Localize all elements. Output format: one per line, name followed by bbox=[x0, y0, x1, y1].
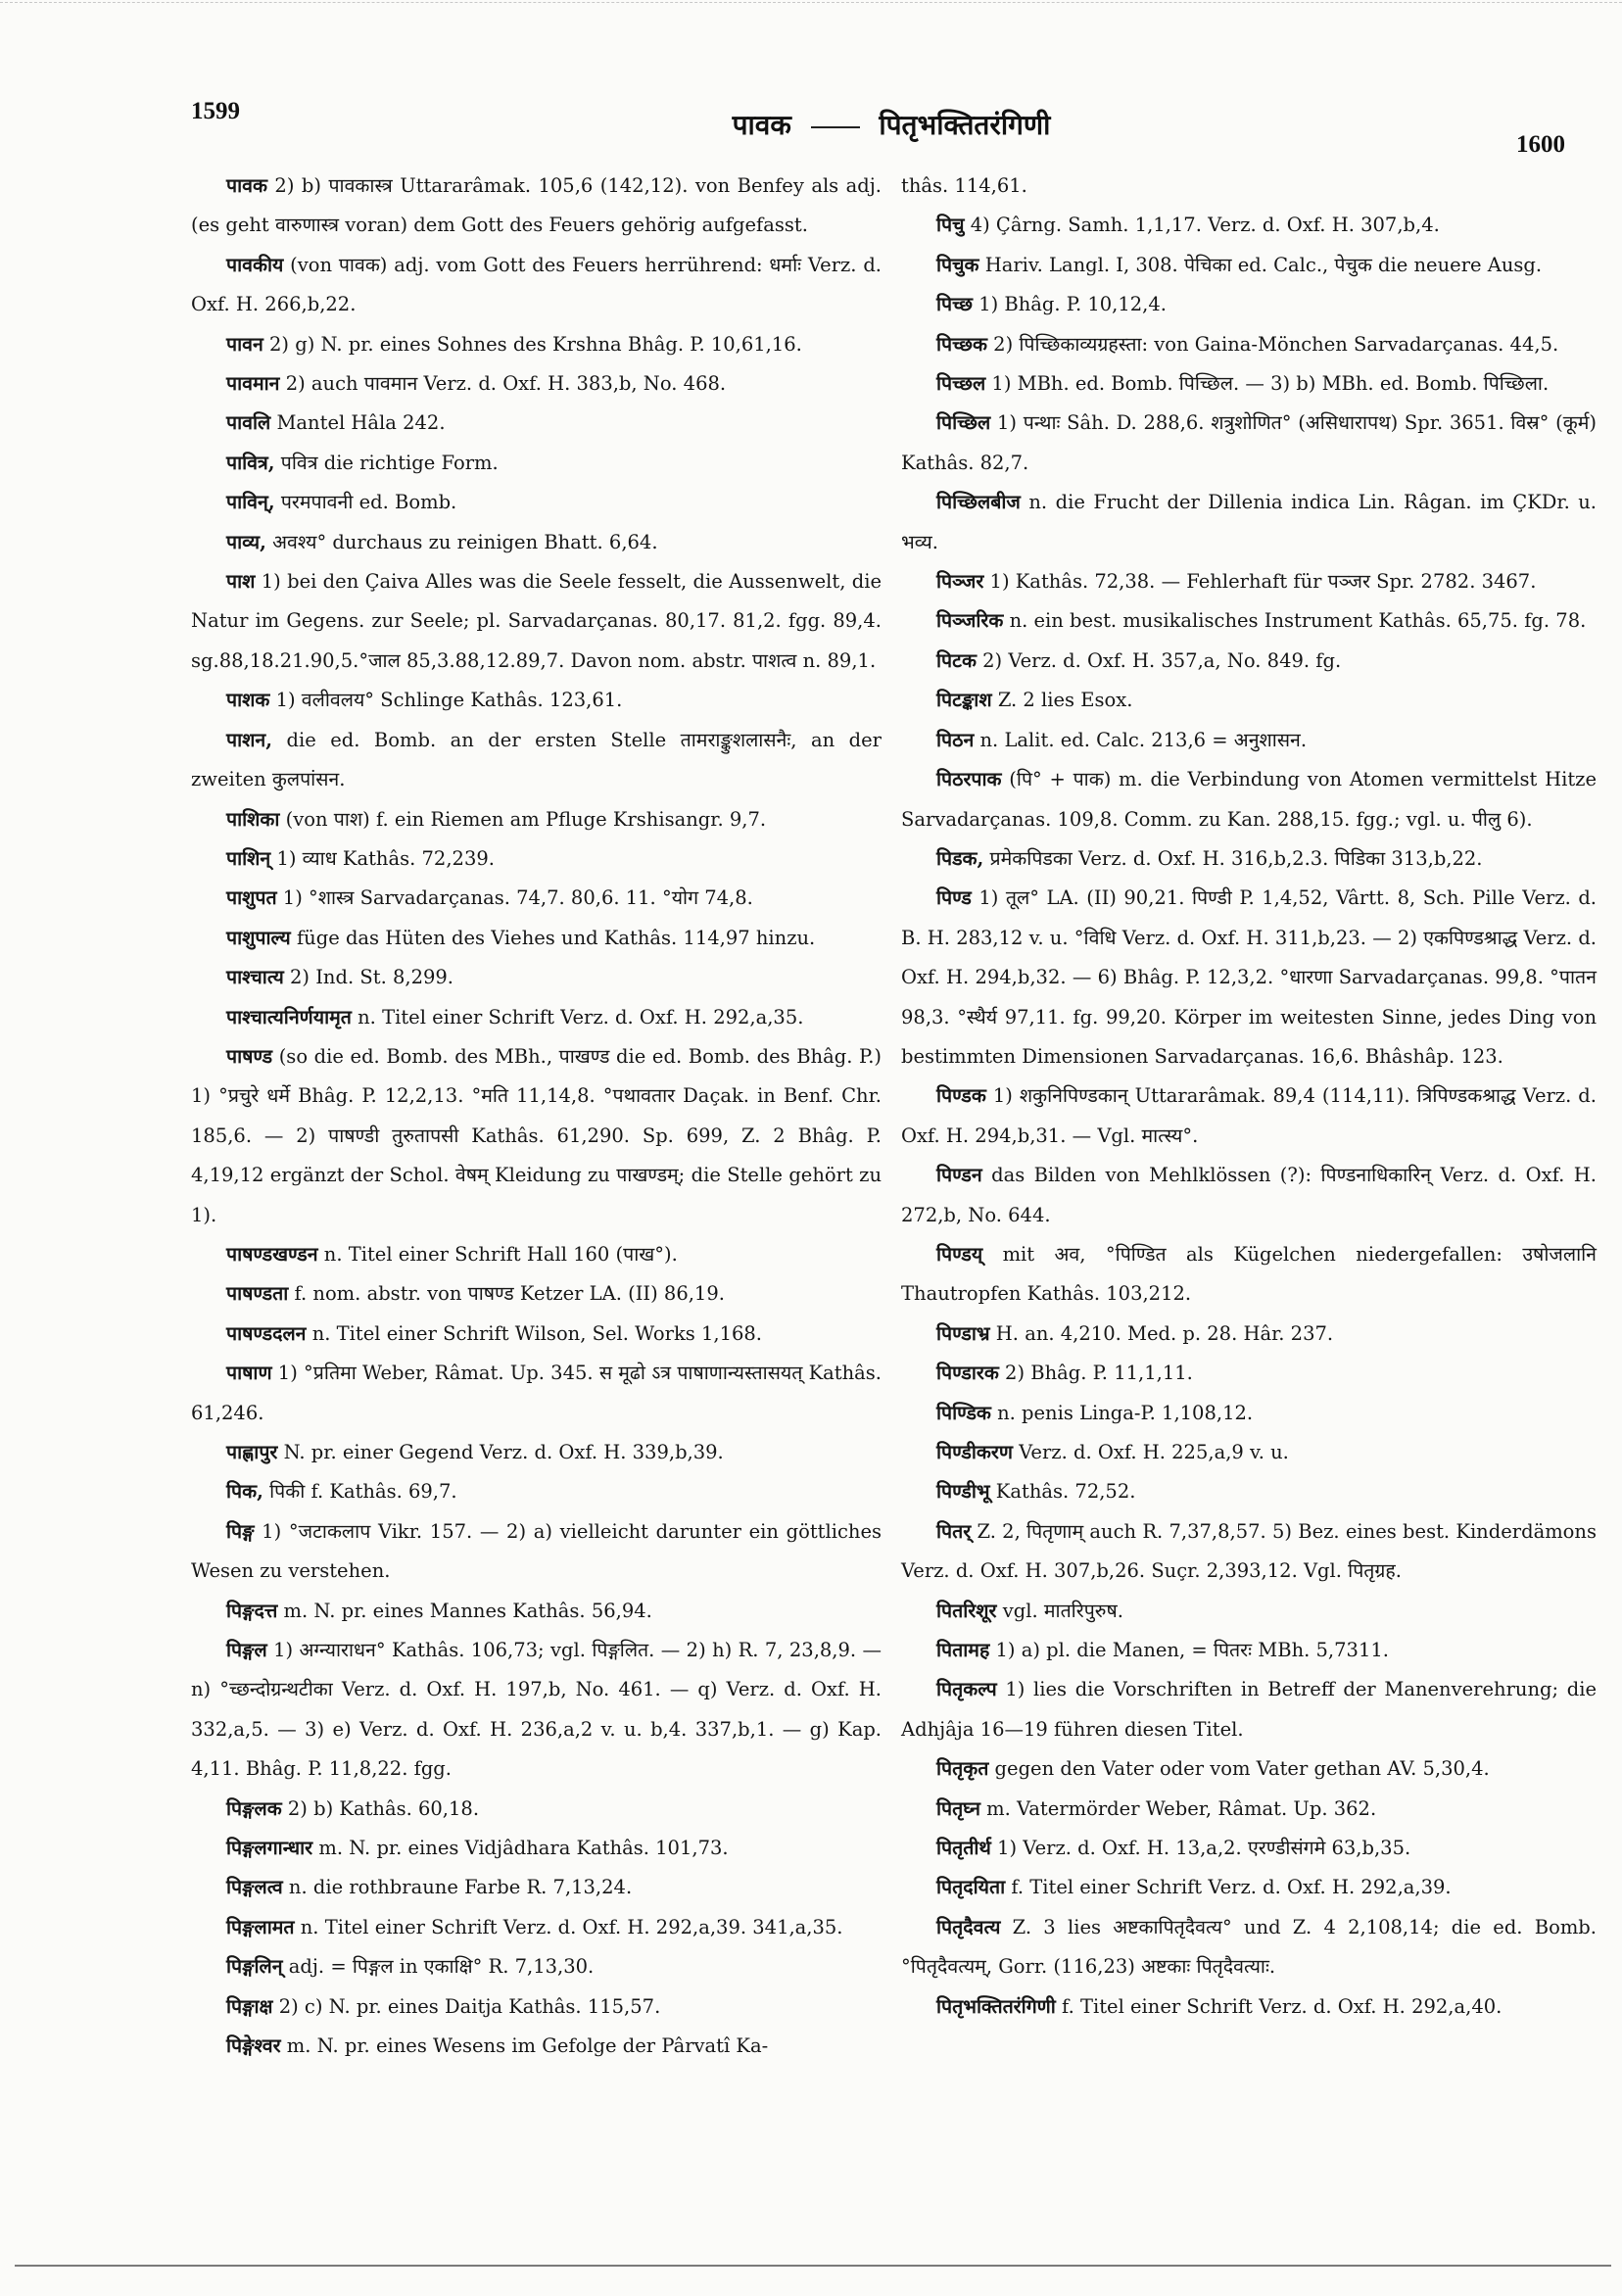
entry-headword: पाशुपाल्य bbox=[226, 926, 291, 949]
entry-headword: पिण्डीकरण bbox=[936, 1441, 1013, 1463]
entry-headword: पिङ्गलत्व bbox=[226, 1876, 283, 1899]
right-column bbox=[901, 167, 1597, 2027]
entry-text: n. Titel einer Schrift Verz. d. Oxf. H. 292,a,39. 341,a,35. bbox=[300, 1915, 843, 1938]
dictionary-entry bbox=[901, 1472, 1597, 1511]
dictionary-entry bbox=[901, 721, 1597, 760]
entry-headword: पिटक bbox=[936, 648, 977, 672]
dictionary-entry bbox=[901, 1592, 1597, 1631]
dictionary-entry bbox=[191, 404, 882, 443]
entry-text: n. die rothbraune Farbe R. 7,13,24. bbox=[288, 1876, 633, 1899]
entry-text: adj. = पिङ्गल in एकाक्षि° R. 7,13,30. bbox=[288, 1955, 595, 1979]
running-head-right: पितृभक्तितरंगिणी bbox=[879, 109, 1051, 141]
entry-text: 1) bei den Çaiva Alles was die Seele fesselt, die Aussenwelt, die Natur im Gegens. zur Seele; pl. Sarvadarçanas. 80,17. 81,2. fgg. 89,4. sg.88,18.21.90,5.°जाल 85,3.88,12.89,7. Davon nom. abstr. पाशत्व n. 89,1. bbox=[191, 570, 882, 672]
dictionary-entry bbox=[191, 246, 882, 325]
dictionary-entry bbox=[901, 483, 1597, 562]
entry-headword: पावमान bbox=[226, 372, 280, 396]
dictionary-entry bbox=[901, 1829, 1597, 1868]
entry-headword: पिण्डय् bbox=[936, 1242, 983, 1266]
entry-headword: पाशन, bbox=[226, 728, 272, 751]
dictionary-entry bbox=[901, 206, 1597, 245]
entry-text: 1) Verz. d. Oxf. H. 13,a,2. एरण्डीसंगमे 63,b,35. bbox=[997, 1837, 1411, 1860]
dictionary-entry bbox=[191, 2027, 882, 2066]
entry-headword: पिण्डन bbox=[936, 1164, 982, 1187]
entry-headword: पाह्णापुर bbox=[226, 1441, 278, 1463]
entry-headword: पिण्ड bbox=[936, 886, 972, 910]
entry-headword: पितृघ्न bbox=[936, 1796, 980, 1820]
entry-text: das Bilden von Mehlklössen (?): पिण्डनाधिकारिन् Verz. d. Oxf. H. 272,b, No. 644. bbox=[901, 1164, 1597, 1226]
entry-headword: पिङ्गेश्वर bbox=[226, 2034, 281, 2058]
entry-headword: पिण्डिक bbox=[936, 1401, 991, 1424]
entry-headword: पिक, bbox=[226, 1480, 263, 1504]
dictionary-entry bbox=[191, 1512, 882, 1592]
entry-text: f. Titel einer Schrift Verz. d. Oxf. H. 292,a,39. bbox=[1011, 1876, 1452, 1899]
entry-text: f. nom. abstr. von पाषण्ड Ketzer LA. (II) 86,19. bbox=[294, 1282, 725, 1306]
entry-headword: पिच्छ bbox=[936, 293, 973, 316]
dictionary-entry bbox=[191, 919, 882, 958]
dictionary-entry bbox=[901, 1749, 1597, 1789]
entry-headword: पितरिशूर bbox=[936, 1599, 997, 1622]
entry-text: gegen den Vater oder vom Vater gethan AV. 5,30,4. bbox=[994, 1757, 1490, 1781]
entry-text: 1) °प्रतिमा Weber, Râmat. Up. 345. स मूढो ऽत्र पाषाणान्यस्तासयत् Kathâs. 61,246. bbox=[191, 1362, 882, 1424]
entry-text: अवश्य° durchaus zu reinigen Bhatt. 6,64. bbox=[272, 530, 658, 553]
dictionary-entry bbox=[191, 1235, 882, 1274]
dictionary-entry bbox=[191, 444, 882, 483]
dictionary-entry bbox=[901, 1790, 1597, 1829]
entry-text: परमपावनी ed. Bomb. bbox=[280, 491, 457, 514]
entry-headword: पाशिन् bbox=[226, 846, 271, 870]
entry-headword: पाश्चात्य bbox=[226, 966, 284, 989]
entry-text: m. N. pr. eines Mannes Kathâs. 56,94. bbox=[283, 1599, 652, 1622]
running-head-left: पावक bbox=[732, 109, 791, 141]
dictionary-entry bbox=[901, 1868, 1597, 1907]
left-column bbox=[191, 167, 882, 2067]
entry-text: 2) b) Kathâs. 60,18. bbox=[287, 1796, 480, 1820]
entry-text: n. Titel einer Schrift Wilson, Sel. Works 1,168. bbox=[311, 1321, 762, 1345]
dictionary-entry bbox=[901, 167, 1597, 206]
dictionary-entry bbox=[191, 1947, 882, 1986]
entry-text: (von पावक) adj. vom Gott des Feuers herrührend: धर्माः Verz. d. Oxf. H. 266,b,22. bbox=[191, 253, 882, 316]
dictionary-entry bbox=[191, 1274, 882, 1314]
entry-headword: पिठरपाक bbox=[936, 768, 1002, 791]
dictionary-entry bbox=[901, 642, 1597, 681]
entry-headword: पाविन्, bbox=[226, 491, 275, 514]
entry-text: N. pr. einer Gegend Verz. d. Oxf. H. 339,b,39. bbox=[283, 1441, 724, 1463]
dictionary-entry bbox=[191, 562, 882, 681]
dictionary-entry bbox=[191, 800, 882, 839]
entry-text: 2) Verz. d. Oxf. H. 357,a, No. 849. fg. bbox=[982, 648, 1342, 672]
dictionary-entry bbox=[901, 1631, 1597, 1670]
dictionary-entry bbox=[191, 1790, 882, 1829]
entry-headword: पावकीय bbox=[226, 253, 284, 276]
dictionary-entry bbox=[901, 681, 1597, 720]
entry-text: m. N. pr. eines Wesens im Gefolge der Pârvatî Ka- bbox=[286, 2034, 769, 2058]
entry-headword: पिङ्गलक bbox=[226, 1796, 282, 1820]
dictionary-entry bbox=[191, 1987, 882, 2027]
entry-headword: पिञ्जर bbox=[936, 570, 984, 594]
entry-text: 1) वलीवलय° Schlinge Kathâs. 123,61. bbox=[275, 689, 623, 712]
entry-text: 1) a) pl. die Manen, = पितरः MBh. 5,7311. bbox=[995, 1639, 1389, 1662]
entry-text: 2) c) N. pr. eines Daitja Kathâs. 115,57. bbox=[278, 1994, 661, 2018]
entry-text: 2) g) N. pr. eines Sohnes des Krshna Bhâg. P. 10,61,16. bbox=[269, 332, 802, 356]
entry-text: 1) °शास्त्र Sarvadarçanas. 74,7. 80,6. 11. °योग 74,8. bbox=[282, 886, 753, 910]
dictionary-entry bbox=[191, 1868, 882, 1907]
dictionary-entry bbox=[191, 1829, 882, 1868]
entry-headword: पावन bbox=[226, 332, 263, 356]
entry-headword: पितर् bbox=[936, 1519, 972, 1543]
entry-text: पवित्र die richtige Form. bbox=[280, 451, 499, 474]
entry-text: 1) शकुनिपिण्डकान् Uttararâmak. 89,4 (114,11). त्रिपिण्डकश्राद्ध Verz. d. Oxf. H. 294,b,31. — Vgl. मात्स्य°. bbox=[901, 1084, 1597, 1147]
entry-text: 1) Bhâg. P. 10,12,4. bbox=[978, 293, 1167, 316]
dictionary-entry bbox=[901, 325, 1597, 364]
dictionary-entry bbox=[901, 246, 1597, 285]
page-number-right: 1600 bbox=[1516, 131, 1565, 158]
entry-text: 1) °जटाकलाप Vikr. 157. — 2) a) vielleicht darunter ein göttliches Wesen zu verstehen. bbox=[191, 1519, 883, 1583]
entry-headword: पाषाण bbox=[226, 1362, 272, 1385]
dictionary-entry bbox=[901, 1670, 1597, 1749]
entry-headword: पिङ्गलिन् bbox=[226, 1955, 283, 1979]
dictionary-entry bbox=[901, 364, 1597, 404]
entry-headword: पिचुक bbox=[936, 253, 979, 276]
entry-text: प्रमेकपिडका Verz. d. Oxf. H. 316,b,2.3. पिडिका 313,b,22. bbox=[989, 846, 1483, 870]
entry-headword: पाषण्डता bbox=[226, 1282, 289, 1306]
entry-headword: पाशिका bbox=[226, 807, 280, 831]
entry-headword: पितृभक्तितरंगिणी bbox=[936, 1994, 1056, 2018]
entry-headword: पिङ्ग bbox=[226, 1519, 255, 1543]
dictionary-entry bbox=[901, 285, 1597, 324]
entry-headword: पिङ्गलामत bbox=[226, 1915, 295, 1938]
entry-headword: पिङ्गल bbox=[226, 1639, 267, 1662]
dictionary-entry bbox=[901, 1908, 1597, 1987]
entry-text: n. ein best. musikalisches Instrument Kathâs. 65,75. fg. 78. bbox=[1009, 609, 1587, 633]
entry-headword: पिच्छिलबीज bbox=[936, 491, 1021, 514]
entry-headword: पिटङ्काश bbox=[936, 689, 992, 712]
dictionary-entry bbox=[901, 760, 1597, 839]
entry-text: पिकी f. Kathâs. 69,7. bbox=[269, 1480, 457, 1504]
entry-headword: पितृकल्प bbox=[936, 1678, 997, 1701]
entry-text: Hariv. Langl. I, 308. पेचिका ed. Calc., पेचुक die neuere Ausg. bbox=[984, 253, 1543, 276]
entry-headword: पाव्य, bbox=[226, 530, 266, 553]
dictionary-entry bbox=[191, 839, 882, 879]
entry-text: n. Lalit. ed. Calc. 213,6 = अनुशासन. bbox=[979, 728, 1308, 751]
dictionary-entry bbox=[191, 681, 882, 720]
entry-headword: पिञ्जरिक bbox=[936, 609, 1004, 633]
dictionary-entry bbox=[191, 483, 882, 522]
entry-text: 1) तूल° LA. (II) 90,21. पिण्डी P. 1,4,52, Vârtt. 8, Sch. Pille Verz. d. B. H. 283,12 v. u. °विधि Verz. d. Oxf. H. 311,b,23. — 2) एकपिण्डश्राद्ध Verz. d. Oxf. H. 294,b,32. — 6) Bhâg. P. 12,3,2. °धारणा Sarvadarçanas. 99,8. °पातन 98,3. °स्थैर्य 97,11. fg. 99,20. Körper im weitesten Sinne, jedes Ding von bestimmten Dimensionen Sarvadarçanas. 16,6. Bhâshâp. 123. bbox=[901, 886, 1597, 1068]
entry-headword: पाशक bbox=[226, 689, 270, 712]
entry-headword: पाशुपत bbox=[226, 886, 277, 910]
entry-text: Kathâs. 72,52. bbox=[995, 1480, 1136, 1504]
entry-headword: पिच्छल bbox=[936, 372, 986, 396]
entry-text: 2) Bhâg. P. 11,1,11. bbox=[1005, 1362, 1193, 1385]
entry-text: Z. 3 lies अष्टकापितृदैवत्य° und Z. 4 2,108,14; die ed. Bomb. °पितृदैवत्यम्, Gorr. (116,23) अष्टकाः पितृदैवत्याः. bbox=[901, 1915, 1597, 1979]
entry-text: n. Titel einer Schrift Verz. d. Oxf. H. 292,a,35. bbox=[358, 1005, 804, 1028]
entry-headword: पिङ्गदत्त bbox=[226, 1599, 278, 1622]
dictionary-entry bbox=[191, 1472, 882, 1511]
entry-headword: पिच्छिल bbox=[936, 411, 991, 435]
entry-text: 2) Ind. St. 8,299. bbox=[290, 966, 453, 989]
entry-text: 1) पन्थाः Sâh. D. 288,6. शत्रुशोणित° (असिधारापथ) Spr. 3651. विस्र° (कूर्म) Kathâs. 82,7. bbox=[901, 411, 1597, 474]
dictionary-entry bbox=[191, 167, 882, 246]
entry-text: H. an. 4,210. Med. p. 28. Hâr. 237. bbox=[995, 1321, 1334, 1345]
entry-text: 2) b) पावकास्त्र Uttararâmak. 105,6 (142,12). von Benfey als adj. (es geht वारुणास्त्र voran) dem Gott des Feuers gehörig aufgefasst. bbox=[191, 174, 883, 237]
entry-text: n. penis Linga-P. 1,108,12. bbox=[997, 1401, 1254, 1424]
entry-text: Verz. d. Oxf. H. 225,a,9 v. u. bbox=[1019, 1441, 1289, 1463]
entry-text: 1) व्याध Kathâs. 72,239. bbox=[276, 846, 495, 870]
entry-text: f. Titel einer Schrift Verz. d. Oxf. H. 292,a,40. bbox=[1062, 1994, 1503, 2018]
entry-text: 2) पिच्छिकाव्यग्रहस्ता: von Gaina-Mönchen Sarvadarçanas. 44,5. bbox=[993, 332, 1559, 356]
dictionary-entry bbox=[191, 1433, 882, 1472]
dictionary-entry bbox=[191, 1631, 882, 1790]
entry-text: n. die Frucht der Dillenia indica Lin. Râgan. im ÇKDr. u. भव्य. bbox=[901, 491, 1597, 553]
entry-text: m. Vatermörder Weber, Râmat. Up. 362. bbox=[986, 1796, 1377, 1820]
dictionary-entry bbox=[901, 1987, 1597, 2027]
entry-text: 2) auch पावमान Verz. d. Oxf. H. 383,b, No. 468. bbox=[285, 372, 727, 396]
dictionary-entry bbox=[901, 1235, 1597, 1315]
entry-headword: पिण्डारक bbox=[936, 1362, 999, 1385]
entry-headword: पाषण्डखण्डन bbox=[226, 1242, 318, 1266]
entry-headword: पिण्डक bbox=[936, 1084, 986, 1108]
bottom-rule bbox=[15, 2265, 1611, 2267]
entry-text: Z. 2, पितृणाम् auch R. 7,37,8,57. 5) Bez. eines best. Kinderdämons Verz. d. Oxf. H. 307,b,26. Suçr. 2,393,12. Vgl. पितृग्रह. bbox=[901, 1519, 1597, 1583]
dictionary-entry bbox=[191, 1315, 882, 1354]
entry-headword: पिच्छक bbox=[936, 332, 987, 356]
entry-text: (पि° + पाक) m. die Verbindung von Atomen vermittelst Hitze Sarvadarçanas. 109,8. Comm. zu Kan. 288,15. fgg.; vgl. u. पीलु 6). bbox=[901, 768, 1597, 831]
entry-headword: पाषण्डदलन bbox=[226, 1321, 307, 1345]
entry-text: (von पाश) f. ein Riemen am Pfluge Krshisangr. 9,7. bbox=[285, 807, 767, 831]
dictionary-entry bbox=[901, 1433, 1597, 1472]
dictionary-entry bbox=[901, 1354, 1597, 1393]
dictionary-entry bbox=[191, 958, 882, 997]
dictionary-entry bbox=[191, 1908, 882, 1947]
entry-text: thâs. 114,61. bbox=[901, 174, 1027, 197]
dictionary-entry bbox=[901, 1512, 1597, 1592]
dictionary-entry bbox=[191, 998, 882, 1037]
top-scan-rule bbox=[0, 2, 1622, 3]
entry-headword: पितृतीर्थ bbox=[936, 1837, 991, 1860]
dictionary-entry bbox=[191, 1354, 882, 1433]
entry-headword: पितृदयिता bbox=[936, 1876, 1006, 1899]
entry-headword: पिडक, bbox=[936, 846, 984, 870]
dictionary-entry bbox=[901, 879, 1597, 1076]
entry-headword: पितृकृत bbox=[936, 1757, 989, 1781]
entry-headword: पिङ्गलगान्धार bbox=[226, 1837, 313, 1860]
dictionary-entry bbox=[191, 325, 882, 364]
dictionary-entry bbox=[901, 562, 1597, 601]
running-head-dash bbox=[811, 126, 860, 128]
entry-headword: पिङ्गाक्ष bbox=[226, 1994, 273, 2018]
entry-text: 1) lies die Vorschriften in Betreff der Manenverehrung; die Adhjâja 16—19 führen diesen Titel. bbox=[901, 1678, 1597, 1741]
dictionary-entry bbox=[901, 404, 1597, 483]
dictionary-entry bbox=[901, 1076, 1597, 1156]
entry-headword: पितृदैवत्य bbox=[936, 1915, 1001, 1938]
entry-text: m. N. pr. eines Vidjâdhara Kathâs. 101,73. bbox=[318, 1837, 729, 1860]
dictionary-entry bbox=[901, 839, 1597, 879]
entry-text: 1) अग्न्याराधन° Kathâs. 106,73; vgl. पिङ्गलित. — 2) h) R. 7, 23,8,9. — n) °च्छन्दोग्रन्थटीका Verz. d. Oxf. H. 197,b, No. 461. — q) Verz. d. Oxf. H. 332,a,5. — 3) e) Verz. d. Oxf. H. 236,a,2 v. u. b,4. 337,b,1. — g) Kap. 4,11. Bhâg. P. 11,8,22. fgg. bbox=[191, 1639, 883, 1781]
entry-headword: पिण्डीभू bbox=[936, 1480, 990, 1504]
entry-text: 1) Kathâs. 72,38. — Fehlerhaft für पञ्जर Spr. 2782. 3467. bbox=[989, 570, 1537, 594]
entry-text: 4) Çârng. Samh. 1,1,17. Verz. d. Oxf. H. 307,b,4. bbox=[970, 214, 1440, 237]
entry-headword: पिण्डाभ्र bbox=[936, 1321, 990, 1345]
entry-text: vgl. मातरिपुरुष. bbox=[1002, 1599, 1123, 1622]
dictionary-entry bbox=[191, 1037, 882, 1235]
dictionary-entry bbox=[191, 879, 882, 918]
entry-text: füge das Hüten des Viehes und Kathâs. 114,97 hinzu. bbox=[296, 926, 816, 949]
dictionary-entry bbox=[901, 601, 1597, 641]
entry-headword: पिचु bbox=[936, 214, 965, 237]
entry-headword: पावलि bbox=[226, 411, 271, 435]
entry-text: (so die ed. Bomb. des MBh., पाखण्ड die ed. Bomb. des Bhâg. P.) 1) °प्रचुरे धर्मे Bhâg. P. 12,2,13. °मति 11,14,8. °पथावतार Daçak. in Benf. Chr. 185,6. — 2) पाषण्डी तुरुतापसी Kathâs. 61,290. Sp. 699, Z. 2 Bhâg. P. 4,19,12 ergänzt der Schol. वेषम् Kleidung zu पाखण्डम्; die Stelle gehört zu 1). bbox=[191, 1044, 882, 1226]
page-number-left: 1599 bbox=[191, 98, 240, 124]
dictionary-entry bbox=[191, 523, 882, 562]
dictionary-entry bbox=[901, 1394, 1597, 1433]
entry-headword: पाश bbox=[226, 570, 256, 594]
entry-text: die ed. Bomb. an der ersten Stelle तामराङ्कुशलासनैः, an der zweiten कुलपांसन. bbox=[191, 728, 882, 791]
dictionary-entry bbox=[901, 1315, 1597, 1354]
dictionary-entry bbox=[191, 1592, 882, 1631]
entry-headword: पितामह bbox=[936, 1639, 990, 1662]
entry-headword: पावित्र, bbox=[226, 451, 275, 474]
entry-headword: पावक bbox=[226, 174, 267, 197]
entry-headword: पाश्चात्यनिर्णयामृत bbox=[226, 1005, 352, 1028]
dictionary-entry bbox=[191, 364, 882, 404]
entry-headword: पिठन bbox=[936, 728, 975, 751]
entry-text: 1) MBh. ed. Bomb. पिच्छिल. — 3) b) MBh. ed. Bomb. पिच्छिला. bbox=[991, 372, 1550, 396]
entry-text: Z. 2 lies Esox. bbox=[997, 689, 1133, 712]
dictionary-entry bbox=[191, 721, 882, 800]
entry-text: mit अव, °पिण्डित als Kügelchen niedergefallen: उषोजलानि Thautropfen Kathâs. 103,212. bbox=[901, 1242, 1597, 1306]
entry-text: Mantel Hâla 242. bbox=[276, 411, 446, 435]
dictionary-entry bbox=[901, 1156, 1597, 1235]
running-head bbox=[627, 106, 1156, 143]
entry-text: n. Titel einer Schrift Hall 160 (पाख°). bbox=[323, 1242, 678, 1266]
entry-headword: पाषण्ड bbox=[226, 1044, 273, 1068]
